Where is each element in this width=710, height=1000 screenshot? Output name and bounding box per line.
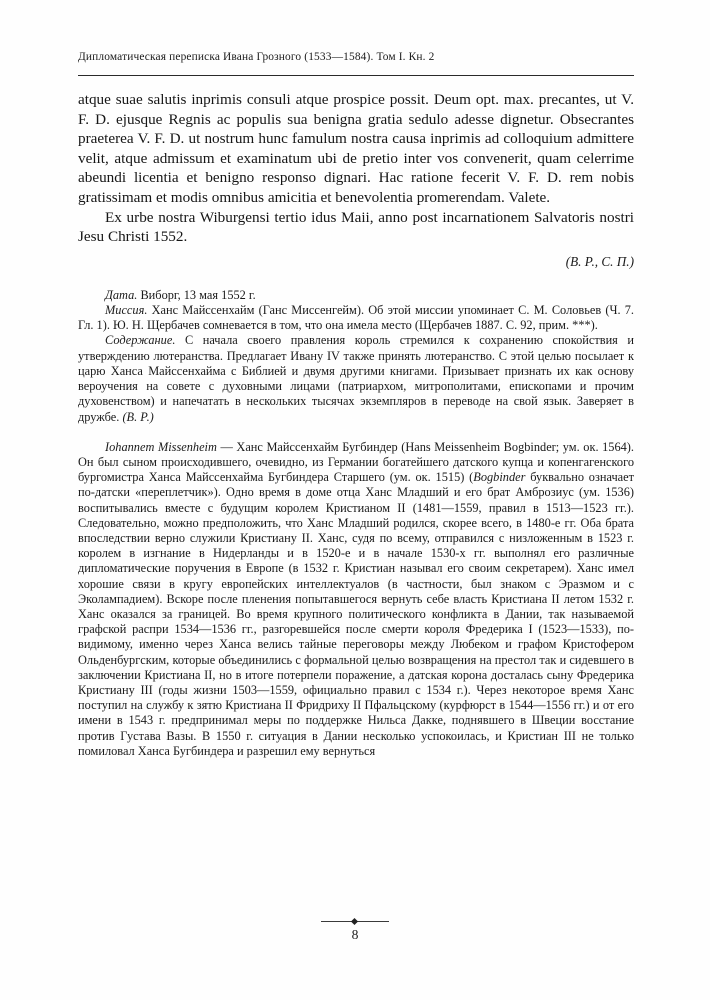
- running-header: [78, 51, 634, 63]
- signature-attribution: (В. Р., С. П.): [565, 253, 634, 269]
- note-text-part-1: Ханс Майссенхайм Бугбиндер (Hans Meissenheim Bogbinder; ум. ок. 1564). Он был сыном происходившего, очевидно, из Германии богатейшего датского купца и копенгагенского бургомистра Ханса Майссенхайма Бугбиндера Старшего (ум. ок. 1515) (: [78, 439, 634, 485]
- commentary-section: [78, 288, 634, 759]
- header-rule: [78, 75, 634, 76]
- page-number: 8: [351, 927, 359, 942]
- note-headword: Iohannem Missenheim: [105, 439, 217, 454]
- page-text-block: [78, 90, 634, 759]
- commentary-mission-entry: [78, 303, 634, 333]
- ornament-diamond-icon: [351, 917, 358, 924]
- commentary-date-label: Дата.: [105, 287, 138, 302]
- note-italic-term: Bogbinder: [473, 470, 526, 485]
- commentary-date-entry: [78, 288, 634, 303]
- running-header-title: Дипломатическая переписка Ивана Грозного (1533—1584). Том I. Кн. 2: [78, 51, 435, 63]
- commentary-date-text: Виборг, 13 мая 1552 г.: [137, 287, 256, 302]
- commentary-mission-label: Миссия.: [105, 303, 148, 318]
- commentary-content-attribution: (В. Р.): [122, 409, 154, 424]
- latin-paragraph-dateline: Ex urbe nostra Wiburgensi tertio idus Maii, anno post incarnationem Salvatoris nostri Jesu Christi 1552.: [78, 208, 634, 246]
- commentary-content-text: С начала своего правления король стремился к сохранению спокойствия и утверждению лютеранства. Предлагает Ивану IV также принять лютеранство. С этой целью посылает к царю Ханса Майссенхайма с Библией и двумя другими книгами. Призывает признать их как основу вероучения на совете с духовными лицами (патриархом, митрополитами, епископами и прочим духовенством) и напечатать в нескольких тысячах экземпляров в переводе на свой язык. Заверяет в дружбе.: [78, 333, 634, 424]
- commentary-note-entry: [78, 440, 634, 759]
- note-dash: —: [216, 439, 237, 454]
- page-footer: [0, 918, 710, 943]
- commentary-content-label: Содержание.: [105, 333, 176, 348]
- note-text-part-2: буквально означает по-датски «переплетчик»). Одно время в доме отца Ханс Младший и его брат Амброзиус (ум. 1536) воспитывались вместе с будущим королем Кристианом II (1481—1559, правил в 1513—1523 гг.). Следовательно, можно предположить, что Ханс Младший родился, скорее всего, в 1480-е гг. Оба брата впоследствии верно служили Кристиану II. Ханс, судя по всему, отправился с низложенным в 1523 г. королем в изгнание в Нидерланды и в 1520-е и в начале 1530-х гг. выполнял его различные дипломатические поручения в Европе (в 1532 г. Кристиан называл его своим секретарем). Ханс имел хорошие связи в кругу европейских интеллектуалов (в частности, был знаком с Эразмом и с Эколампадием). Вскоре после пленения попытавшегося вернуть себе власть Кристиана II летом 1532 г. Ханс оказался за границей. Во время крупного политического конфликта в Дании, так называемой графской распри 1534—1536 гг., разгоревшейся после смерти короля Фредерика I (1523—1533), по-видимому, именно через Ханса велись тайные переговоры между Любеком и графом Кристофером Ольденбургским, которые объединились с формальной целью возвращения на престол так и сидевшего в заключении Кристиана II, но в итоге потерпели поражение, а датская корона досталась сыну Фредерика Кристиану III (годы жизни 1503—1559, официально правил с 1534 г.). Через некоторое время Ханс поступил на службу к зятю Кристиана II Фридриху II Пфальцскому (курфюрст в 1544—1556 гг.) и от его имени в 1543 г. предпринимал меры по поддержке Нильса Дакке, поднявшего в Швеции восстание против Густава Вазы. В 1550 г. ситуация в Дании несколько успокоилась, и Кристиан III не только помиловал Ханса Бугбиндера и разрешил ему вернуться: [78, 470, 635, 758]
- latin-paragraph-continued: atque suae salutis inprimis consuli atque prospice possit. Deum opt. max. precantes, ut V. F. D. ejusque Regnis ac populis sua benigna gratia sedulo adesse dignetur. Obsecrantes praeterea V. F. D. ut nostrum hunc famulum nostra causa inprimis ad colloquium admittere velit, atque admissum et examinatum ubi de pretio inter vos convenerit, quam celerrime abeundi licentia et benigno responso dignari. Hac ratione fecerit V. F. D. rem nobis gratissimam et modis omnibus amicitia et benevolentia promerendam. Valete.: [78, 91, 634, 206]
- commentary-mission-text: Ханс Майссенхайм (Ганс Миссенгейм). Об этой миссии упоминает С. М. Соловьев (Ч. 7. Гл. 1). Ю. Н. Щербачев сомневается в том, что она имела место (Щербачев 1887. С. 92, прим. ***).: [78, 303, 634, 333]
- folio-ornament-icon: [321, 918, 389, 925]
- commentary-content-entry: [78, 333, 634, 424]
